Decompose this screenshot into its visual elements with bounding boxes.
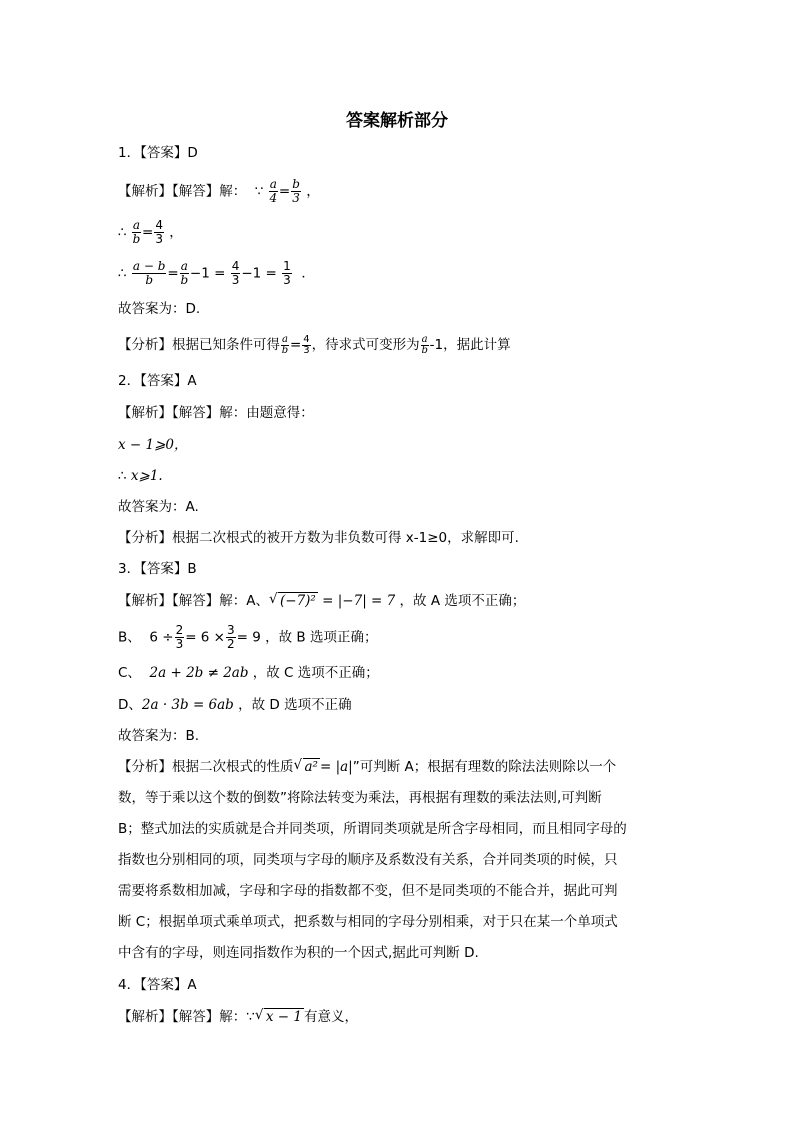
q3-analysis-line4: 指数也分别相同的项，同类项与字母的顺序及系数没有关系，合并同类项的时候，只 [118,852,618,868]
q4-jiexi: 【解析】【解答】解：∵√ x − 1 有意义， [118,1006,358,1028]
q2-conclusion: 故答案为：A. [118,499,199,515]
q2-analysis: 【分析】根据二次根式的被开方数为非负数可得 x-1≥0，求解即可. [118,530,519,546]
q1-step2: ∴ $\frac{a}{b}$ = $\frac{4}{3}$ ， [118,218,183,246]
q2-jiexi: 【解析】【解答】解：由题意得： [118,405,314,421]
q3-conclusion: 故答案为：B. [118,728,200,744]
q1-answer: 1．【答案】D [118,145,198,161]
q2-step1: x − 1⩾0， [118,437,188,453]
q3-option-c: C、 2a + 2b ≠ 2ab ，故 C 选项不正确； [118,665,379,681]
q1-analysis: 【分析】根据已知条件可得 $\frac{a}{b}$ = $\frac{4}{3}$ ，待求式可变形为 $\frac{a}{b}$ -1，据此计算 [118,333,511,356]
q1-step1: 【解析】【解答】解： ∵ $\frac{a}{4}$ = $\frac{b}{3}$ ， [118,177,320,205]
q3-analysis-line3: B；整式加法的实质就是合并同类项，所谓同类项就是所含字母相同，而且相同字母的 [118,821,627,837]
q3-answer: 3．【答案】B [118,561,197,577]
q1-conclusion: 故答案为：D. [118,301,201,317]
q2-answer: 2．【答案】A [118,373,197,389]
q3-option-b: B、 6 ÷ $\frac{2}{3}$ = 6 × $\frac{3}{2}$ = 9 ，故 B 选项正确； [118,623,378,651]
q3-analysis-line6: 断 C；根据单项式乘单项式，把系数与相同的字母分别相乘，对于只在某一个单项式 [118,914,618,930]
q1-step3: ∴ $\frac{a - b}{b}$ = $\frac{a}{b}$ −1 = $\frac{4}{3}$ −1 = $\frac{1}{3}$ ． [118,259,315,287]
q3-analysis-line2: 数，等于乘以这个数的倒数”将除法转变为乘法，再根据有理数的乘法法则,可判断 [118,790,602,806]
q3-option-d: D、2a · 3b = 6ab ，故 D 选项不正确 [118,697,352,713]
q3-option-a: 【解析】【解答】解：A、√ (−7)² = |−7| = 7 ，故 A 选项不正确； [118,590,525,612]
q4-answer: 4．【答案】A [118,977,197,993]
q2-step2: ∴ x⩾1. [118,468,163,484]
q3-analysis-line1: 【分析】根据二次根式的性质√ a² = |a|”可判断 A；根据有理数的除法法则除以一个 [118,756,616,778]
q3-analysis-line7: 中含有的字母，则连同指数作为积的一个因式,据此可判断 D. [118,945,479,961]
q3-analysis-line5: 需要将系数相加减，字母和字母的指数都不变，但不是同类项的不能合并，据此可判 [118,883,618,899]
page-title: 答案解析部分 [346,111,448,131]
